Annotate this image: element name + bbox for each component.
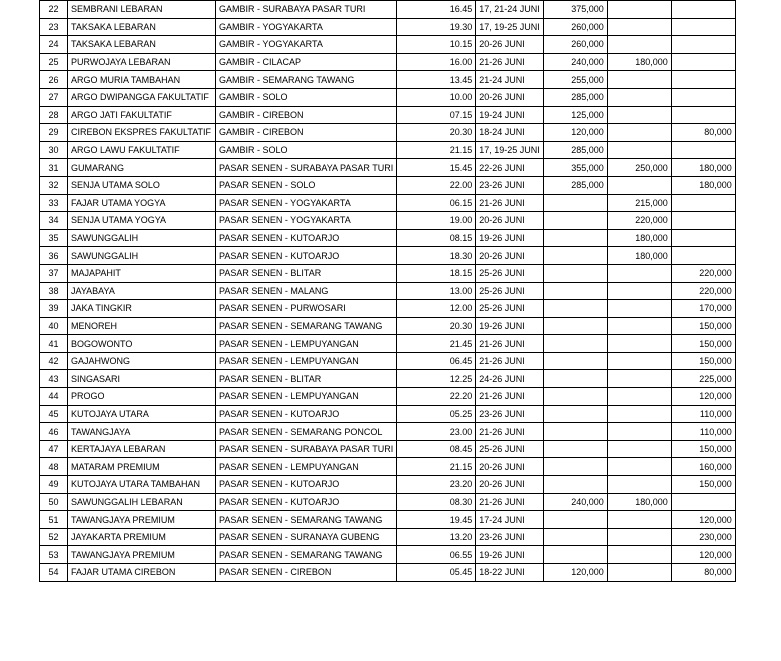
table-row bbox=[40, 423, 736, 441]
table-row bbox=[40, 352, 736, 370]
table-row bbox=[40, 247, 736, 265]
row-number-cell: 25 bbox=[40, 53, 68, 71]
departure-time-cell: 10.00 bbox=[397, 88, 476, 106]
route-cell: PASAR SENEN - SOLO bbox=[216, 176, 397, 194]
route-cell: PASAR SENEN - KUTOARJO bbox=[216, 247, 397, 265]
travel-dates-cell: 17, 19-25 JUNI bbox=[476, 18, 544, 36]
travel-dates-cell: 25-26 JUNI bbox=[476, 264, 544, 282]
row-number-cell: 30 bbox=[40, 141, 68, 159]
travel-dates-cell: 17, 19-25 JUNI bbox=[476, 141, 544, 159]
route-cell: GAMBIR - CIREBON bbox=[216, 106, 397, 124]
table-row bbox=[40, 18, 736, 36]
travel-dates-cell: 25-26 JUNI bbox=[476, 282, 544, 300]
train-name-cell: SINGASARI bbox=[68, 370, 216, 388]
price-class-2-cell bbox=[607, 352, 671, 370]
table-row bbox=[40, 88, 736, 106]
price-class-2-cell bbox=[607, 476, 671, 494]
price-class-3-cell bbox=[671, 493, 735, 511]
travel-dates-cell: 21-26 JUNI bbox=[476, 493, 544, 511]
row-number-cell: 40 bbox=[40, 317, 68, 335]
price-class-1-cell bbox=[543, 440, 607, 458]
price-class-1-cell bbox=[543, 511, 607, 529]
route-cell: PASAR SENEN - KUTOARJO bbox=[216, 405, 397, 423]
route-cell: PASAR SENEN - SURABAYA PASAR TURI bbox=[216, 159, 397, 177]
departure-time-cell: 10.15 bbox=[397, 36, 476, 54]
price-class-3-cell: 150,000 bbox=[671, 317, 735, 335]
train-name-cell: JAYABAYA bbox=[68, 282, 216, 300]
price-class-2-cell: 180,000 bbox=[607, 229, 671, 247]
departure-time-cell: 22.00 bbox=[397, 176, 476, 194]
departure-time-cell: 16.45 bbox=[397, 1, 476, 19]
train-name-cell: PURWOJAYA LEBARAN bbox=[68, 53, 216, 71]
route-cell: PASAR SENEN - LEMPUYANGAN bbox=[216, 352, 397, 370]
route-cell: PASAR SENEN - LEMPUYANGAN bbox=[216, 388, 397, 406]
route-cell: GAMBIR - SOLO bbox=[216, 141, 397, 159]
price-class-3-cell: 220,000 bbox=[671, 264, 735, 282]
travel-dates-cell: 17, 21-24 JUNI bbox=[476, 1, 544, 19]
schedule-table bbox=[39, 0, 736, 582]
price-class-1-cell bbox=[543, 405, 607, 423]
route-cell: PASAR SENEN - KUTOARJO bbox=[216, 476, 397, 494]
train-name-cell: ARGO JATI FAKULTATIF bbox=[68, 106, 216, 124]
table-row bbox=[40, 335, 736, 353]
route-cell: GAMBIR - CILACAP bbox=[216, 53, 397, 71]
price-class-3-cell bbox=[671, 106, 735, 124]
table-row bbox=[40, 370, 736, 388]
price-class-2-cell: 215,000 bbox=[607, 194, 671, 212]
train-name-cell: SENJA UTAMA SOLO bbox=[68, 176, 216, 194]
table-row bbox=[40, 511, 736, 529]
departure-time-cell: 08.45 bbox=[397, 440, 476, 458]
table-row bbox=[40, 458, 736, 476]
travel-dates-cell: 24-26 JUNI bbox=[476, 370, 544, 388]
price-class-1-cell bbox=[543, 194, 607, 212]
travel-dates-cell: 21-26 JUNI bbox=[476, 423, 544, 441]
price-class-2-cell bbox=[607, 546, 671, 564]
row-number-cell: 47 bbox=[40, 440, 68, 458]
table-body bbox=[40, 1, 736, 582]
price-class-1-cell: 125,000 bbox=[543, 106, 607, 124]
departure-time-cell: 22.20 bbox=[397, 388, 476, 406]
row-number-cell: 54 bbox=[40, 564, 68, 582]
price-class-2-cell bbox=[607, 440, 671, 458]
travel-dates-cell: 18-22 JUNI bbox=[476, 564, 544, 582]
row-number-cell: 38 bbox=[40, 282, 68, 300]
travel-dates-cell: 20-26 JUNI bbox=[476, 476, 544, 494]
table-row bbox=[40, 176, 736, 194]
row-number-cell: 42 bbox=[40, 352, 68, 370]
route-cell: PASAR SENEN - SEMARANG TAWANG bbox=[216, 317, 397, 335]
price-class-3-cell: 80,000 bbox=[671, 124, 735, 142]
price-class-2-cell bbox=[607, 18, 671, 36]
route-cell: PASAR SENEN - LEMPUYANGAN bbox=[216, 458, 397, 476]
train-name-cell: TAWANGJAYA PREMIUM bbox=[68, 546, 216, 564]
price-class-1-cell: 355,000 bbox=[543, 159, 607, 177]
train-name-cell: ARGO DWIPANGGA FAKULTATIF bbox=[68, 88, 216, 106]
route-cell: GAMBIR - SURABAYA PASAR TURI bbox=[216, 1, 397, 19]
price-class-3-cell bbox=[671, 53, 735, 71]
price-class-1-cell bbox=[543, 476, 607, 494]
price-class-2-cell bbox=[607, 511, 671, 529]
row-number-cell: 35 bbox=[40, 229, 68, 247]
price-class-3-cell: 110,000 bbox=[671, 423, 735, 441]
train-name-cell: KERTAJAYA LEBARAN bbox=[68, 440, 216, 458]
travel-dates-cell: 21-26 JUNI bbox=[476, 194, 544, 212]
row-number-cell: 41 bbox=[40, 335, 68, 353]
row-number-cell: 33 bbox=[40, 194, 68, 212]
travel-dates-cell: 23-26 JUNI bbox=[476, 176, 544, 194]
price-class-2-cell bbox=[607, 528, 671, 546]
table-row bbox=[40, 194, 736, 212]
price-class-3-cell: 225,000 bbox=[671, 370, 735, 388]
train-name-cell: SAWUNGGALIH LEBARAN bbox=[68, 493, 216, 511]
departure-time-cell: 18.15 bbox=[397, 264, 476, 282]
price-class-2-cell bbox=[607, 423, 671, 441]
price-class-1-cell bbox=[543, 423, 607, 441]
train-name-cell: SEMBRANI LEBARAN bbox=[68, 1, 216, 19]
train-name-cell: KUTOJAYA UTARA bbox=[68, 405, 216, 423]
price-class-1-cell: 120,000 bbox=[543, 124, 607, 142]
travel-dates-cell: 25-26 JUNI bbox=[476, 300, 544, 318]
departure-time-cell: 21.45 bbox=[397, 335, 476, 353]
travel-dates-cell: 21-26 JUNI bbox=[476, 352, 544, 370]
price-class-3-cell bbox=[671, 71, 735, 89]
route-cell: PASAR SENEN - SURANAYA GUBENG bbox=[216, 528, 397, 546]
price-class-1-cell: 260,000 bbox=[543, 18, 607, 36]
departure-time-cell: 06.15 bbox=[397, 194, 476, 212]
departure-time-cell: 21.15 bbox=[397, 141, 476, 159]
travel-dates-cell: 18-24 JUNI bbox=[476, 124, 544, 142]
price-class-2-cell: 250,000 bbox=[607, 159, 671, 177]
price-class-1-cell: 120,000 bbox=[543, 564, 607, 582]
price-class-2-cell bbox=[607, 405, 671, 423]
travel-dates-cell: 21-26 JUNI bbox=[476, 335, 544, 353]
train-name-cell: TAWANGJAYA PREMIUM bbox=[68, 511, 216, 529]
price-class-2-cell: 180,000 bbox=[607, 493, 671, 511]
route-cell: PASAR SENEN - PURWOSARI bbox=[216, 300, 397, 318]
travel-dates-cell: 21-26 JUNI bbox=[476, 53, 544, 71]
table-row bbox=[40, 71, 736, 89]
departure-time-cell: 21.15 bbox=[397, 458, 476, 476]
price-class-3-cell: 120,000 bbox=[671, 511, 735, 529]
route-cell: GAMBIR - YOGYAKARTA bbox=[216, 36, 397, 54]
departure-time-cell: 06.55 bbox=[397, 546, 476, 564]
price-class-1-cell: 375,000 bbox=[543, 1, 607, 19]
train-name-cell: FAJAR UTAMA CIREBON bbox=[68, 564, 216, 582]
train-name-cell: SENJA UTAMA YOGYA bbox=[68, 212, 216, 230]
route-cell: PASAR SENEN - CIREBON bbox=[216, 564, 397, 582]
train-name-cell: GUMARANG bbox=[68, 159, 216, 177]
price-class-3-cell: 120,000 bbox=[671, 546, 735, 564]
train-name-cell: FAJAR UTAMA YOGYA bbox=[68, 194, 216, 212]
travel-dates-cell: 19-26 JUNI bbox=[476, 229, 544, 247]
table-row bbox=[40, 159, 736, 177]
table-row bbox=[40, 106, 736, 124]
table-row bbox=[40, 282, 736, 300]
table-row bbox=[40, 405, 736, 423]
route-cell: PASAR SENEN - SEMARANG TAWANG bbox=[216, 546, 397, 564]
route-cell: GAMBIR - SEMARANG TAWANG bbox=[216, 71, 397, 89]
price-class-1-cell: 260,000 bbox=[543, 36, 607, 54]
price-class-2-cell bbox=[607, 317, 671, 335]
departure-time-cell: 07.15 bbox=[397, 106, 476, 124]
table-row bbox=[40, 440, 736, 458]
travel-dates-cell: 19-26 JUNI bbox=[476, 546, 544, 564]
table-row bbox=[40, 124, 736, 142]
train-name-cell: CIREBON EKSPRES FAKULTATIF bbox=[68, 124, 216, 142]
price-class-2-cell bbox=[607, 124, 671, 142]
price-class-3-cell: 120,000 bbox=[671, 388, 735, 406]
row-number-cell: 27 bbox=[40, 88, 68, 106]
departure-time-cell: 23.00 bbox=[397, 423, 476, 441]
row-number-cell: 48 bbox=[40, 458, 68, 476]
departure-time-cell: 16.00 bbox=[397, 53, 476, 71]
price-class-1-cell bbox=[543, 264, 607, 282]
row-number-cell: 51 bbox=[40, 511, 68, 529]
route-cell: PASAR SENEN - YOGYAKARTA bbox=[216, 194, 397, 212]
route-cell: PASAR SENEN - KUTOARJO bbox=[216, 493, 397, 511]
row-number-cell: 26 bbox=[40, 71, 68, 89]
table-row bbox=[40, 53, 736, 71]
departure-time-cell: 05.45 bbox=[397, 564, 476, 582]
travel-dates-cell: 20-26 JUNI bbox=[476, 212, 544, 230]
train-name-cell: JAYAKARTA PREMIUM bbox=[68, 528, 216, 546]
train-name-cell: MENOREH bbox=[68, 317, 216, 335]
row-number-cell: 52 bbox=[40, 528, 68, 546]
row-number-cell: 49 bbox=[40, 476, 68, 494]
departure-time-cell: 13.00 bbox=[397, 282, 476, 300]
price-class-1-cell bbox=[543, 282, 607, 300]
travel-dates-cell: 25-26 JUNI bbox=[476, 440, 544, 458]
price-class-2-cell bbox=[607, 282, 671, 300]
route-cell: PASAR SENEN - LEMPUYANGAN bbox=[216, 335, 397, 353]
table-row bbox=[40, 141, 736, 159]
price-class-3-cell: 150,000 bbox=[671, 440, 735, 458]
price-class-3-cell: 220,000 bbox=[671, 282, 735, 300]
departure-time-cell: 15.45 bbox=[397, 159, 476, 177]
departure-time-cell: 05.25 bbox=[397, 405, 476, 423]
table-row bbox=[40, 1, 736, 19]
train-name-cell: BOGOWONTO bbox=[68, 335, 216, 353]
table-row bbox=[40, 493, 736, 511]
travel-dates-cell: 19-26 JUNI bbox=[476, 317, 544, 335]
row-number-cell: 37 bbox=[40, 264, 68, 282]
price-class-1-cell bbox=[543, 458, 607, 476]
departure-time-cell: 18.30 bbox=[397, 247, 476, 265]
price-class-3-cell bbox=[671, 141, 735, 159]
departure-time-cell: 13.45 bbox=[397, 71, 476, 89]
price-class-2-cell: 180,000 bbox=[607, 247, 671, 265]
price-class-3-cell: 180,000 bbox=[671, 159, 735, 177]
table-row bbox=[40, 528, 736, 546]
price-class-1-cell: 285,000 bbox=[543, 88, 607, 106]
route-cell: PASAR SENEN - BLITAR bbox=[216, 370, 397, 388]
departure-time-cell: 12.25 bbox=[397, 370, 476, 388]
price-class-2-cell bbox=[607, 71, 671, 89]
travel-dates-cell: 20-26 JUNI bbox=[476, 88, 544, 106]
route-cell: PASAR SENEN - SEMARANG TAWANG bbox=[216, 511, 397, 529]
train-name-cell: TAKSAKA LEBARAN bbox=[68, 18, 216, 36]
table-row bbox=[40, 476, 736, 494]
price-class-1-cell bbox=[543, 335, 607, 353]
travel-dates-cell: 20-26 JUNI bbox=[476, 36, 544, 54]
price-class-1-cell bbox=[543, 370, 607, 388]
price-class-2-cell bbox=[607, 300, 671, 318]
price-class-2-cell bbox=[607, 564, 671, 582]
price-class-3-cell: 150,000 bbox=[671, 352, 735, 370]
train-name-cell: JAKA TINGKIR bbox=[68, 300, 216, 318]
departure-time-cell: 20.30 bbox=[397, 124, 476, 142]
train-name-cell: SAWUNGGALIH bbox=[68, 229, 216, 247]
row-number-cell: 50 bbox=[40, 493, 68, 511]
departure-time-cell: 23.20 bbox=[397, 476, 476, 494]
table-row bbox=[40, 300, 736, 318]
price-class-1-cell bbox=[543, 300, 607, 318]
row-number-cell: 31 bbox=[40, 159, 68, 177]
price-class-3-cell bbox=[671, 194, 735, 212]
table-row bbox=[40, 317, 736, 335]
row-number-cell: 39 bbox=[40, 300, 68, 318]
price-class-3-cell bbox=[671, 247, 735, 265]
price-class-2-cell bbox=[607, 264, 671, 282]
row-number-cell: 22 bbox=[40, 1, 68, 19]
price-class-2-cell bbox=[607, 36, 671, 54]
price-class-3-cell: 80,000 bbox=[671, 564, 735, 582]
row-number-cell: 43 bbox=[40, 370, 68, 388]
price-class-2-cell bbox=[607, 458, 671, 476]
travel-dates-cell: 20-26 JUNI bbox=[476, 247, 544, 265]
price-class-2-cell bbox=[607, 335, 671, 353]
travel-dates-cell: 22-26 JUNI bbox=[476, 159, 544, 177]
train-name-cell: GAJAHWONG bbox=[68, 352, 216, 370]
price-class-1-cell bbox=[543, 212, 607, 230]
price-class-1-cell bbox=[543, 317, 607, 335]
price-class-1-cell bbox=[543, 247, 607, 265]
price-class-2-cell bbox=[607, 176, 671, 194]
route-cell: PASAR SENEN - SURABAYA PASAR TURI bbox=[216, 440, 397, 458]
table-row bbox=[40, 388, 736, 406]
row-number-cell: 36 bbox=[40, 247, 68, 265]
row-number-cell: 32 bbox=[40, 176, 68, 194]
row-number-cell: 45 bbox=[40, 405, 68, 423]
price-class-3-cell: 160,000 bbox=[671, 458, 735, 476]
train-name-cell: KUTOJAYA UTARA TAMBAHAN bbox=[68, 476, 216, 494]
train-name-cell: ARGO LAWU FAKULTATIF bbox=[68, 141, 216, 159]
price-class-1-cell bbox=[543, 388, 607, 406]
price-class-3-cell: 170,000 bbox=[671, 300, 735, 318]
row-number-cell: 34 bbox=[40, 212, 68, 230]
price-class-2-cell: 180,000 bbox=[607, 53, 671, 71]
train-name-cell: TAKSAKA LEBARAN bbox=[68, 36, 216, 54]
train-name-cell: TAWANGJAYA bbox=[68, 423, 216, 441]
table-row bbox=[40, 264, 736, 282]
departure-time-cell: 19.45 bbox=[397, 511, 476, 529]
travel-dates-cell: 17-24 JUNI bbox=[476, 511, 544, 529]
row-number-cell: 24 bbox=[40, 36, 68, 54]
travel-dates-cell: 23-26 JUNI bbox=[476, 405, 544, 423]
price-class-2-cell bbox=[607, 388, 671, 406]
price-class-1-cell: 285,000 bbox=[543, 141, 607, 159]
route-cell: PASAR SENEN - SEMARANG PONCOL bbox=[216, 423, 397, 441]
travel-dates-cell: 23-26 JUNI bbox=[476, 528, 544, 546]
price-class-3-cell: 180,000 bbox=[671, 176, 735, 194]
train-name-cell: PROGO bbox=[68, 388, 216, 406]
travel-dates-cell: 21-24 JUNI bbox=[476, 71, 544, 89]
table-row bbox=[40, 212, 736, 230]
price-class-1-cell bbox=[543, 528, 607, 546]
price-class-3-cell: 230,000 bbox=[671, 528, 735, 546]
route-cell: PASAR SENEN - YOGYAKARTA bbox=[216, 212, 397, 230]
row-number-cell: 29 bbox=[40, 124, 68, 142]
price-class-3-cell bbox=[671, 1, 735, 19]
price-class-2-cell: 220,000 bbox=[607, 212, 671, 230]
price-class-1-cell bbox=[543, 352, 607, 370]
route-cell: PASAR SENEN - BLITAR bbox=[216, 264, 397, 282]
train-name-cell: MATARAM PREMIUM bbox=[68, 458, 216, 476]
price-class-1-cell: 285,000 bbox=[543, 176, 607, 194]
travel-dates-cell: 20-26 JUNI bbox=[476, 458, 544, 476]
travel-dates-cell: 19-24 JUNI bbox=[476, 106, 544, 124]
departure-time-cell: 06.45 bbox=[397, 352, 476, 370]
price-class-2-cell bbox=[607, 106, 671, 124]
price-class-2-cell bbox=[607, 1, 671, 19]
table-row bbox=[40, 36, 736, 54]
price-class-1-cell: 240,000 bbox=[543, 493, 607, 511]
table-row bbox=[40, 564, 736, 582]
route-cell: PASAR SENEN - KUTOARJO bbox=[216, 229, 397, 247]
train-name-cell: ARGO MURIA TAMBAHAN bbox=[68, 71, 216, 89]
departure-time-cell: 08.15 bbox=[397, 229, 476, 247]
travel-dates-cell: 21-26 JUNI bbox=[476, 388, 544, 406]
table-row bbox=[40, 229, 736, 247]
price-class-3-cell: 110,000 bbox=[671, 405, 735, 423]
route-cell: GAMBIR - SOLO bbox=[216, 88, 397, 106]
price-class-1-cell bbox=[543, 546, 607, 564]
route-cell: PASAR SENEN - MALANG bbox=[216, 282, 397, 300]
departure-time-cell: 13.20 bbox=[397, 528, 476, 546]
price-class-3-cell bbox=[671, 229, 735, 247]
row-number-cell: 46 bbox=[40, 423, 68, 441]
departure-time-cell: 12.00 bbox=[397, 300, 476, 318]
row-number-cell: 28 bbox=[40, 106, 68, 124]
price-class-3-cell: 150,000 bbox=[671, 476, 735, 494]
price-class-3-cell bbox=[671, 88, 735, 106]
departure-time-cell: 19.30 bbox=[397, 18, 476, 36]
price-class-2-cell bbox=[607, 370, 671, 388]
departure-time-cell: 08.30 bbox=[397, 493, 476, 511]
price-class-1-cell: 255,000 bbox=[543, 71, 607, 89]
train-name-cell: SAWUNGGALIH bbox=[68, 247, 216, 265]
row-number-cell: 23 bbox=[40, 18, 68, 36]
price-class-1-cell bbox=[543, 229, 607, 247]
route-cell: GAMBIR - YOGYAKARTA bbox=[216, 18, 397, 36]
price-class-3-cell bbox=[671, 212, 735, 230]
train-name-cell: MAJAPAHIT bbox=[68, 264, 216, 282]
price-class-3-cell bbox=[671, 18, 735, 36]
table-row bbox=[40, 546, 736, 564]
price-class-1-cell: 240,000 bbox=[543, 53, 607, 71]
price-class-2-cell bbox=[607, 88, 671, 106]
row-number-cell: 53 bbox=[40, 546, 68, 564]
price-class-3-cell bbox=[671, 36, 735, 54]
price-class-2-cell bbox=[607, 141, 671, 159]
departure-time-cell: 20.30 bbox=[397, 317, 476, 335]
row-number-cell: 44 bbox=[40, 388, 68, 406]
departure-time-cell: 19.00 bbox=[397, 212, 476, 230]
price-class-3-cell: 150,000 bbox=[671, 335, 735, 353]
route-cell: GAMBIR - CIREBON bbox=[216, 124, 397, 142]
